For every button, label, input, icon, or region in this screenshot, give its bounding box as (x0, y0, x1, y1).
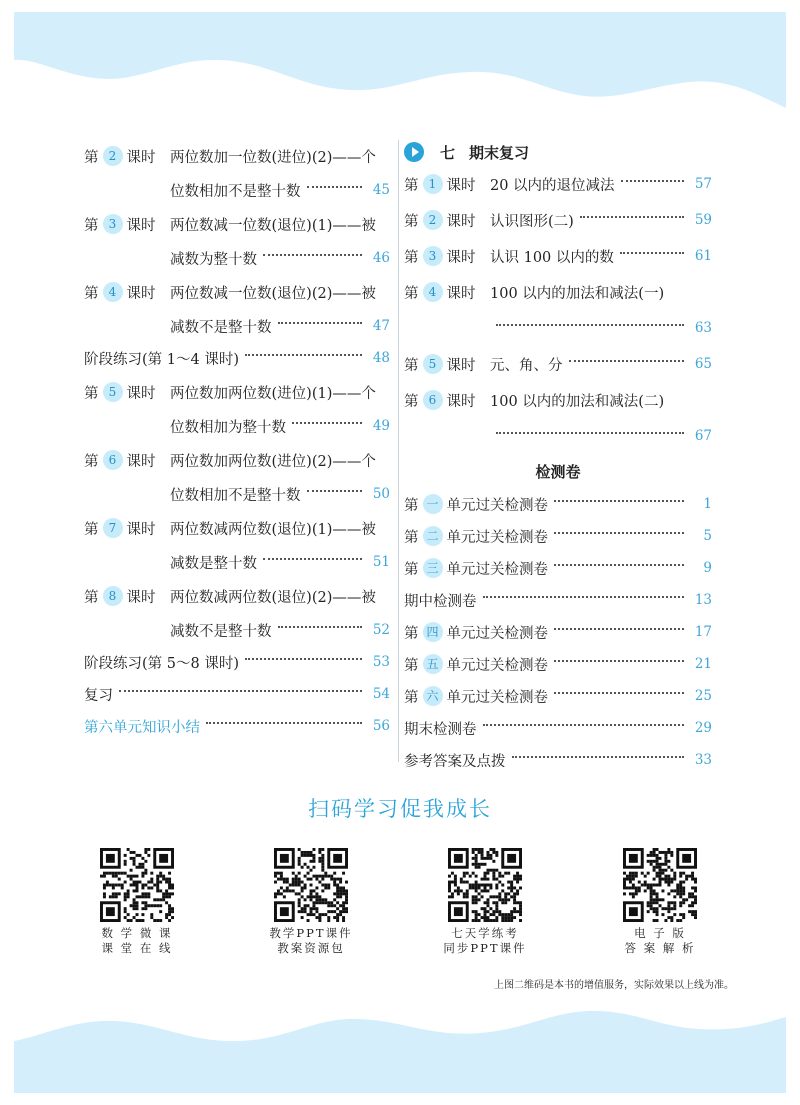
dot-leader (554, 564, 684, 566)
dot-leader (554, 628, 684, 630)
entry-title: 第六单元知识小结 (84, 719, 200, 736)
test-title: 单元过关检测卷 (446, 657, 548, 674)
dot-leader (554, 500, 684, 502)
page-number: 50 (372, 486, 390, 502)
qr-caption (266, 926, 356, 956)
lesson-label (84, 382, 170, 403)
dot-leader (621, 180, 684, 182)
page-number: 61 (694, 248, 712, 264)
lesson-prefix: 第 (404, 357, 419, 374)
qr-code-icon[interactable] (448, 848, 522, 922)
toc-entry[interactable] (84, 678, 390, 710)
toc-entry[interactable] (404, 274, 712, 310)
test-entry[interactable] (404, 552, 712, 584)
lesson-suffix: 课时 (446, 213, 476, 230)
lesson-prefix: 第 (84, 589, 99, 606)
test-prefix: 第 (404, 561, 419, 578)
page-number: 13 (694, 592, 712, 608)
unit-number-badge: 二 (423, 526, 443, 546)
unit-number-badge: 三 (423, 558, 443, 578)
test-title: 单元过关检测卷 (446, 529, 548, 546)
page-number: 48 (372, 350, 390, 366)
toc-right-column (404, 138, 712, 776)
lesson-prefix: 第 (84, 453, 99, 470)
dot-leader (512, 756, 685, 758)
entry-title: 认识图形(二) (490, 213, 574, 230)
play-icon (404, 142, 424, 162)
lesson-suffix: 课时 (126, 521, 156, 538)
page-number: 1 (703, 496, 712, 512)
toc-entry-continuation[interactable] (404, 418, 712, 454)
page-number: 56 (372, 718, 390, 734)
toc-left-column (84, 138, 390, 742)
test-entry[interactable] (404, 744, 712, 776)
lesson-label (84, 450, 170, 471)
toc-entry[interactable] (84, 274, 390, 310)
page-number: 45 (372, 182, 390, 198)
dot-leader (554, 692, 684, 694)
qr-caption-line: 教案资源包 (277, 941, 345, 955)
page-number: 52 (372, 622, 390, 638)
toc-entry[interactable] (84, 646, 390, 678)
page-number: 53 (372, 654, 390, 670)
dot-leader (620, 252, 684, 254)
test-entry[interactable] (404, 680, 712, 712)
entry-title-continued: 减数为整十数 (170, 251, 257, 268)
lesson-suffix: 课时 (126, 285, 156, 302)
dot-leader (496, 432, 684, 434)
toc-entry-continuation[interactable] (404, 310, 712, 346)
dot-leader (569, 360, 685, 362)
lesson-suffix: 课时 (446, 249, 476, 266)
page-number: 63 (694, 320, 712, 336)
page-number: 21 (694, 656, 712, 672)
section-title: 期末复习 (469, 143, 530, 162)
qr-caption-line: 数 学 微 课 (101, 926, 173, 940)
lesson-label (404, 354, 490, 375)
toc-entry[interactable] (84, 138, 390, 174)
dot-leader (554, 660, 684, 662)
toc-entry[interactable] (84, 578, 390, 614)
lesson-number-badge: 5 (103, 382, 123, 402)
page-number: 51 (372, 554, 390, 570)
lesson-prefix: 第 (84, 149, 99, 166)
scan-title: 扫码学习促我成长 (308, 797, 492, 821)
page-number: 9 (703, 560, 712, 576)
toc-entry-continuation[interactable] (84, 410, 390, 442)
lesson-label (84, 214, 170, 235)
toc-entry-continuation[interactable] (84, 614, 390, 646)
lesson-label (404, 282, 490, 303)
lesson-prefix: 第 (404, 213, 419, 230)
lesson-number-badge: 3 (423, 246, 443, 266)
toc-entry-continuation[interactable] (84, 546, 390, 578)
lesson-number-badge: 8 (103, 586, 123, 606)
toc-entry[interactable] (404, 166, 712, 202)
toc-entry-continuation[interactable] (84, 242, 390, 274)
test-prefix: 第 (404, 497, 419, 514)
unit-number-badge: 六 (423, 686, 443, 706)
lesson-prefix: 第 (84, 385, 99, 402)
dot-leader (580, 216, 684, 218)
qr-caption-line: 同步PPT课件 (443, 941, 527, 955)
section-number: 七 (440, 143, 456, 162)
lesson-number-badge: 1 (423, 174, 443, 194)
dot-leader (119, 690, 362, 692)
lesson-suffix: 课时 (446, 357, 476, 374)
test-title: 单元过关检测卷 (446, 497, 548, 514)
dot-leader (483, 596, 685, 598)
lesson-number-badge: 6 (423, 390, 443, 410)
lesson-number-badge: 7 (103, 518, 123, 538)
page-number: 59 (694, 212, 712, 228)
entry-title: 100 以内的加法和减法(一) (490, 285, 665, 302)
entry-title-continued: 减数不是整十数 (170, 623, 272, 640)
qr-caption-line: 七天学练考 (451, 926, 519, 940)
test-title: 参考答案及点拨 (404, 753, 506, 770)
test-prefix: 第 (404, 529, 419, 546)
test-entry[interactable] (404, 616, 712, 648)
page-number: 47 (372, 318, 390, 334)
lesson-label (404, 390, 490, 411)
lesson-suffix: 课时 (126, 385, 156, 402)
toc-entry[interactable] (404, 238, 712, 274)
lesson-label (404, 174, 490, 195)
toc-entry-continuation[interactable] (84, 174, 390, 206)
qr-caption-line: 答 案 解 析 (624, 941, 696, 955)
qr-caption-line: 课 堂 在 线 (101, 941, 173, 955)
toc-entry[interactable] (84, 342, 390, 374)
page-number: 5 (703, 528, 712, 544)
page-number: 67 (694, 428, 712, 444)
lesson-label (404, 210, 490, 231)
toc-entry-continuation[interactable] (84, 310, 390, 342)
entry-title: 100 以内的加法和减法(二) (490, 393, 665, 410)
test-title: 单元过关检测卷 (446, 689, 548, 706)
lesson-label (404, 246, 490, 267)
qr-caption (92, 926, 182, 956)
toc-entry[interactable] (84, 510, 390, 546)
lesson-label (84, 518, 170, 539)
page-number: 57 (694, 176, 712, 192)
entry-title: 两位数加一位数(进位)(2)——个 (170, 149, 376, 166)
top-wave-decoration (0, 0, 800, 120)
qr-note: 上图二维码是本书的增值服务，实际效果以上线为准。 (494, 980, 734, 991)
qr-code-icon[interactable] (100, 848, 174, 922)
dot-leader (554, 532, 684, 534)
page-number: 65 (694, 356, 712, 372)
toc-entry[interactable] (404, 346, 712, 382)
lesson-suffix: 课时 (126, 589, 156, 606)
toc-entry-continuation[interactable] (84, 478, 390, 510)
toc-entry[interactable] (404, 382, 712, 418)
page-number: 17 (694, 624, 712, 640)
column-divider (398, 140, 399, 762)
lesson-prefix: 第 (404, 285, 419, 302)
dot-leader (278, 322, 363, 324)
lesson-suffix: 课时 (126, 149, 156, 166)
test-entry[interactable] (404, 488, 712, 520)
entry-title-continued: 位数相加为整十数 (170, 419, 286, 436)
section-heading[interactable] (404, 138, 712, 166)
test-prefix: 第 (404, 625, 419, 642)
lesson-suffix: 课时 (126, 453, 156, 470)
test-prefix: 第 (404, 657, 419, 674)
test-entry[interactable] (404, 584, 712, 616)
entry-title: 两位数减一位数(退位)(2)——被 (170, 285, 376, 302)
lesson-suffix: 课时 (446, 393, 476, 410)
dot-leader (496, 324, 684, 326)
entry-title: 两位数减两位数(退位)(1)——被 (170, 521, 376, 538)
lesson-number-badge: 4 (423, 282, 443, 302)
lesson-prefix: 第 (84, 217, 99, 234)
page-number: 49 (372, 418, 390, 434)
qr-caption-line: 电 子 版 (634, 926, 686, 940)
dot-leader (245, 354, 362, 356)
dot-leader (307, 186, 363, 188)
lesson-prefix: 第 (404, 177, 419, 194)
entry-title: 20 以内的退位减法 (490, 177, 615, 194)
toc-entry[interactable] (84, 206, 390, 242)
dot-leader (483, 724, 685, 726)
dot-leader (206, 722, 362, 724)
lesson-number-badge: 2 (423, 210, 443, 230)
qr-caption-line: 教学PPT课件 (269, 926, 353, 940)
tests-heading: 检测卷 (535, 462, 581, 481)
lesson-label (84, 282, 170, 303)
entry-title: 两位数加两位数(进位)(1)——个 (170, 385, 376, 402)
toc-entry[interactable] (404, 202, 712, 238)
qr-code-icon[interactable] (623, 848, 697, 922)
toc-entry[interactable] (84, 442, 390, 478)
entry-title: 两位数减两位数(退位)(2)——被 (170, 589, 376, 606)
unit-number-badge: 一 (423, 494, 443, 514)
test-prefix: 第 (404, 689, 419, 706)
lesson-label (84, 586, 170, 607)
entry-title: 阶段练习(第 5～8 课时) (84, 655, 239, 672)
dot-leader (263, 558, 362, 560)
lesson-suffix: 课时 (446, 285, 476, 302)
entry-title-continued: 减数不是整十数 (170, 319, 272, 336)
test-title: 期中检测卷 (404, 593, 477, 610)
entry-title-continued: 位数相加不是整十数 (170, 183, 301, 200)
entry-title: 复习 (84, 687, 113, 704)
dot-leader (292, 422, 362, 424)
test-title: 期末检测卷 (404, 721, 477, 738)
unit-number-badge: 四 (423, 622, 443, 642)
test-entry[interactable] (404, 520, 712, 552)
page-number: 33 (694, 752, 712, 768)
unit-number-badge: 五 (423, 654, 443, 674)
lesson-suffix: 课时 (126, 217, 156, 234)
lesson-prefix: 第 (404, 393, 419, 410)
entry-title: 元、角、分 (490, 357, 563, 374)
toc-entry[interactable] (84, 374, 390, 410)
entry-title-continued: 减数是整十数 (170, 555, 257, 572)
lesson-number-badge: 5 (423, 354, 443, 374)
dot-leader (307, 490, 363, 492)
page-number: 54 (372, 686, 390, 702)
lesson-prefix: 第 (404, 249, 419, 266)
test-title: 单元过关检测卷 (446, 625, 548, 642)
dot-leader (245, 658, 362, 660)
entry-title: 两位数减一位数(退位)(1)——被 (170, 217, 376, 234)
lesson-number-badge: 3 (103, 214, 123, 234)
lesson-suffix: 课时 (446, 177, 476, 194)
dot-leader (263, 254, 362, 256)
test-title: 单元过关检测卷 (446, 561, 548, 578)
qr-code-icon[interactable] (274, 848, 348, 922)
page-number: 29 (694, 720, 712, 736)
toc-entry[interactable] (84, 710, 390, 742)
page-number: 25 (694, 688, 712, 704)
dot-leader (278, 626, 363, 628)
entry-title: 两位数加两位数(进位)(2)——个 (170, 453, 376, 470)
lesson-number-badge: 2 (103, 146, 123, 166)
test-entry[interactable] (404, 648, 712, 680)
test-entry[interactable] (404, 712, 712, 744)
lesson-number-badge: 6 (103, 450, 123, 470)
lesson-prefix: 第 (84, 285, 99, 302)
lesson-prefix: 第 (84, 521, 99, 538)
page-number: 46 (372, 250, 390, 266)
entry-title: 阶段练习(第 1～4 课时) (84, 351, 239, 368)
bottom-wave-decoration (0, 995, 800, 1105)
qr-caption (440, 926, 530, 956)
lesson-label (84, 146, 170, 167)
qr-caption (615, 926, 705, 956)
entry-title-continued: 位数相加不是整十数 (170, 487, 301, 504)
entry-title: 认识 100 以内的数 (490, 249, 614, 266)
lesson-number-badge: 4 (103, 282, 123, 302)
